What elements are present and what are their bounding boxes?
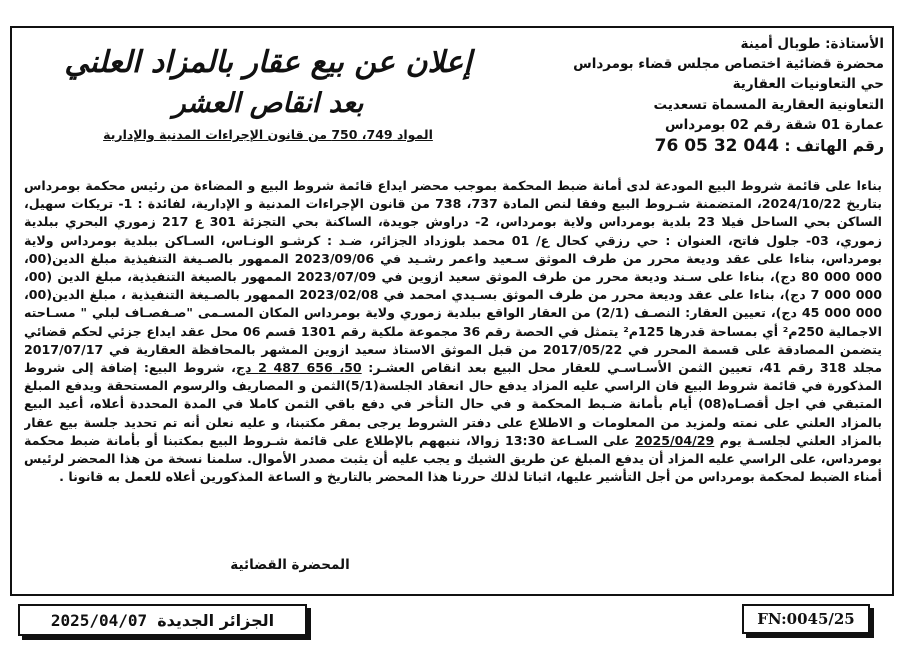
bailiff-header	[539, 34, 884, 156]
bailiff-district: حي التعاونيات العقارية	[732, 76, 884, 93]
base-price: 50، 656 487 2 دج	[235, 360, 362, 376]
body-part-2: ، شروط البيع: إضافة إلى شروط المذكورة في قائمة شروط البيع فان الراسي عليه المزاد يدفع حال انعقاد الجلسة(5/1)الثمن و المصاريف والرسوم المستحقة ويدفع المبلغ المتبقي في اجل أقصـاه(08) أيام بأمانة ضـبط المحكمة و في حال التأخر في دفع باقي الثمن كاملا في المدة المحددة أعلاه، أعيد البيع بالمزاد العلني على نمته ولمزيد من المعلومات و الاطلاع على دفتر الشروط يرجى بمقر مكتبنا، و عليه نعلن أنه تم تحديد جلسة بيع عقار بالمزاد العلني لجلسـة يوم	[24, 360, 882, 448]
publication-date: 2025/04/07	[50, 610, 148, 630]
phone-label: رقم الهاتف :	[784, 137, 884, 156]
legal-articles: المواد 749، 750 من قانون الإجراءات المدنية والإدارية	[103, 127, 433, 142]
notice-body	[24, 177, 882, 557]
notice-title-block	[60, 42, 476, 144]
phone-number: 044 32 05 76	[654, 136, 779, 157]
bailiff-jurisdiction: محضرة قضائية اختصاص مجلس قضاء بومرداس	[573, 56, 884, 73]
bailiff-name: الأستاذة: طوبال أمينة	[740, 36, 884, 52]
notice-subtitle: بعد انقاص العشر	[172, 88, 364, 119]
signature-title: المحضرة القضائية	[230, 557, 350, 573]
bailiff-phone	[539, 136, 884, 156]
auction-date: 2025/04/29	[634, 432, 715, 448]
newspaper-name: الجزائر الجديدة	[157, 610, 275, 630]
bailiff-building: عمارة 01 شقة رقم 02 بومرداس	[664, 116, 884, 133]
body-part-3: على السـاعة 13:30 زوالا، ننبههم بالإطلاع على قائمة شـروط البيع بمكتبنا أو بأمانة ضبط محكمة بومرداس، على الراسي عليه المزاد أن يدفع المبلغ عن طريق الشيك و يجب عليه أن يثبت مصدر الأموال. سلمنا نسخة من هذا المحضر لرئيس أمناء الضبط لمحكمة بومرداس من أجل التأشير عليها، اثباتا لذلك حررنا هذا المحضر بالتاريخ و الساعة المذكورين أعلاه للعمل به قانونا .	[24, 432, 882, 485]
fn-reference: FN:0045/25	[757, 610, 855, 628]
bailiff-cooperative: التعاونية العقارية المسماة تسعديت	[653, 96, 884, 113]
fn-reference-box	[742, 604, 870, 634]
body-part-1: بناءا على قائمة شروط البيع المودعة لدى أمانة ضبط المحكمة بموجب محضر ايداع قائمة شروط البيع و المضاءة من رئيس محكمة بومرداس بتاريخ 2024/10/22، المتضمنة شـروط البيع وفقا لنص المادة 737، 738 من قانون الإجراءات المدنية و الإدارية، لفائدة : 1- تريكات سهيل، الساكن بحي الساحل فيلا 23 بلدية بومرداس ولاية بومرداس، 2- دراوش جويدة، الساكنة بحي التجزئة 301 ع 217 زموري البحري ببلدية زموري، 03- جلول فاتح، العنوان : حي رزقي كحال ع/ 01 محمد بلوزداد الجزائر، ضـد : كرشـو الونـاس، السـاكن ببلدية بومرداس ولاية بومرداس، بناءا على عقد وديعة محرر من طرف الموثق سـعيد واعمر رشـيد في 2023/09/06 الممهور بالصـيغة التنفيذية مبلغ الدين(00، 000 000 80 دج)، بناءا على سـند وديعة محرر من طرف الموثق سعيد ازوين في 2023/07/09 الممهور بالصيغة التنفيذية، مبلغ الدين (00، 000 000 7 دج)، بناءا على عقد وديعة محرر من طرف الموثق بسـيدي امحمد في 2023/02/08 الممهور بالصـيغة التنفيذية ، مبلغ الدين(00، 000 000 45 دج)، تعيين العقار: النصـف (2/1) من العقار الواقع ببلدية زموري ولاية بومرداس المكان المسـمى "صـفصـاف لبلي " مسـاحته الاجمالية 250م² أي بمساحة قدرها 125م² يتمثل في الحصة رقم 36 مجموعة ملكية رقم 1301 قسم 06 محل عقد ايداع جزئي لحكم قضائي يتضمن المصادقة على قسمة المحرر في 2017/05/22 من قبل الموثق الاستاذ سعيد ازوين المشهر بالمحافظة العقارية في 2017/07/17 مجلد 318 رقم 41، تعيين الثمن الأسـاسـي للعقار محل البيع بعد انقاص العشـر:	[24, 178, 882, 376]
newspaper-box	[18, 604, 307, 636]
notice-title: إعلان عن بيع عقار بالمزاد العلني	[64, 45, 472, 80]
